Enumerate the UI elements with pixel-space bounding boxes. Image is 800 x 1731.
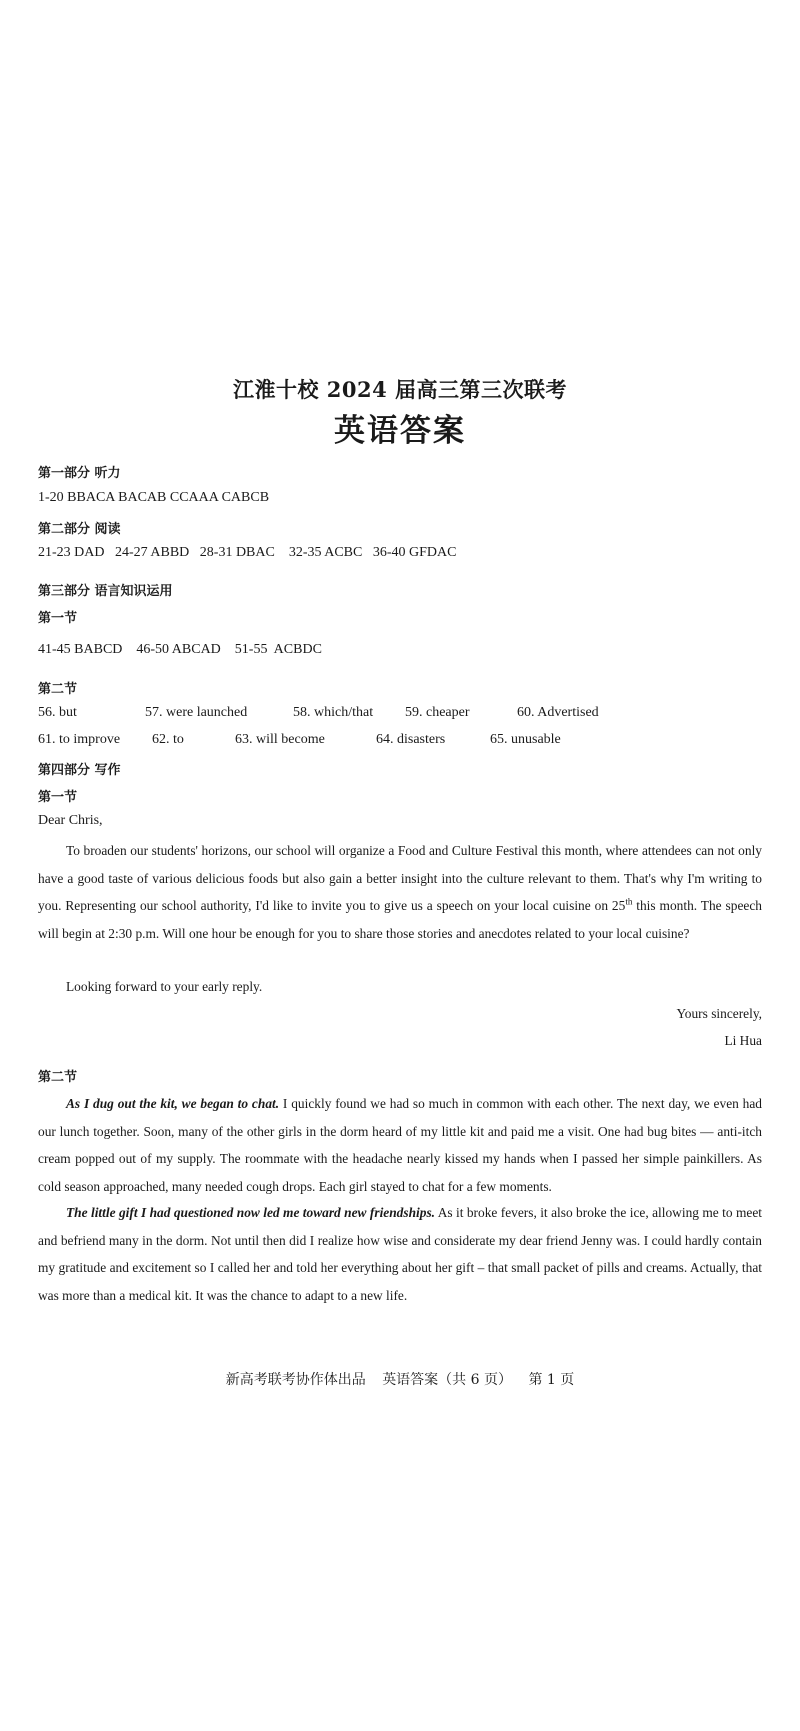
footer-page-number: 第 1 页	[528, 1372, 575, 1388]
answer-item: 56. but	[38, 705, 77, 720]
answer-item: 60. Advertised	[517, 705, 599, 720]
part3-heading: 第三部分 语言知识运用	[38, 584, 173, 599]
letter-signature: Li Hua	[724, 1033, 762, 1048]
footer-document: 英语答案（共 6 页）	[382, 1372, 512, 1388]
answer-item: 63. will become	[235, 732, 325, 747]
answer-item: 58. which/that	[293, 705, 374, 720]
answer-item: 64. disasters	[376, 732, 446, 747]
part1-heading: 第一部分 听力	[38, 466, 121, 481]
part3-section1-answers: 41-45 BABCD 46-50 ABCAD 51-55 ACBDC	[38, 642, 322, 657]
continuation-paragraph: As I dug out the kit, we began to chat. I quickly found we had so much in common with each other. The next day, we even had our lunch together. Soon, many of the other girls in the dorm heard of my little kit and paid me a visit. One had bug bites — anti-itch cream popped out of my supply. The roommate with the headache nearly kissed my hands when I passed her simple painkillers. As cold season approached, many needed cough drops. Each girl stayed to chat for a few moments.	[38, 1096, 762, 1194]
continuation-paragraph: The little gift I had questioned now led me toward new friendships. As it broke fevers, it also broke the ice, allowing me to meet and befriend many in the dorm. Not until then did I realize how wise and considerate my dear friend Jenny was. I could hardly contain my gratitude and excitement so I called her and told her everything about her gift – that small packet of pills and creams. Actually, that was more than a medical kit. It was the chance to adapt to a new life.	[38, 1205, 763, 1303]
answer-item: 57. were launched	[145, 705, 248, 720]
part1-answers: 1-20 BBACA BACAB CCAAA CABCB	[38, 490, 270, 505]
part4-heading: 第四部分 写作	[38, 763, 121, 778]
part3-section1-heading: 第一节	[38, 611, 78, 626]
answer-item: 65. unusable	[490, 732, 561, 747]
part2-heading: 第二部分 阅读	[38, 522, 121, 537]
part4-section2-heading: 第二节	[38, 1070, 78, 1085]
letter-greeting: Dear Chris,	[38, 813, 103, 828]
part4-section1-heading: 第一节	[38, 790, 78, 805]
part2-answers: 21-23 DAD 24-27 ABBD 28-31 DBAC 32-35 ACBC 36-40 GFDAC	[38, 545, 457, 560]
footer-publisher: 新高考联考协作体出品	[225, 1372, 366, 1388]
part3-section2-heading: 第二节	[38, 682, 78, 697]
letter-closing-line: Looking forward to your early reply.	[66, 979, 263, 994]
page-footer	[0, 1369, 800, 1389]
answer-item: 59. cheaper	[405, 705, 470, 720]
answer-item: 61. to improve	[38, 732, 121, 747]
answer-item: 62. to	[152, 732, 184, 747]
letter-sign-off: Yours sincerely,	[676, 1006, 762, 1021]
letter-paragraph: To broaden our students' horizons, our school will organize a Food and Culture Festival this month, where attendees can not only have a good taste of various delicious foods but also gain a better insight into the culture relevant to them. That's why I'm writing to you. Representing our school authority, I'd like to invite you to give us a speech on your local cuisine on 25th this month. The speech will begin at 2:30 p.m. Will one hour be enough for you to share those stories and anecdotes related to your local cuisine?	[38, 843, 762, 941]
document-title: 英语答案	[334, 413, 466, 449]
exam-title: 江淮十校 2024 届高三第三次联考	[232, 377, 568, 402]
